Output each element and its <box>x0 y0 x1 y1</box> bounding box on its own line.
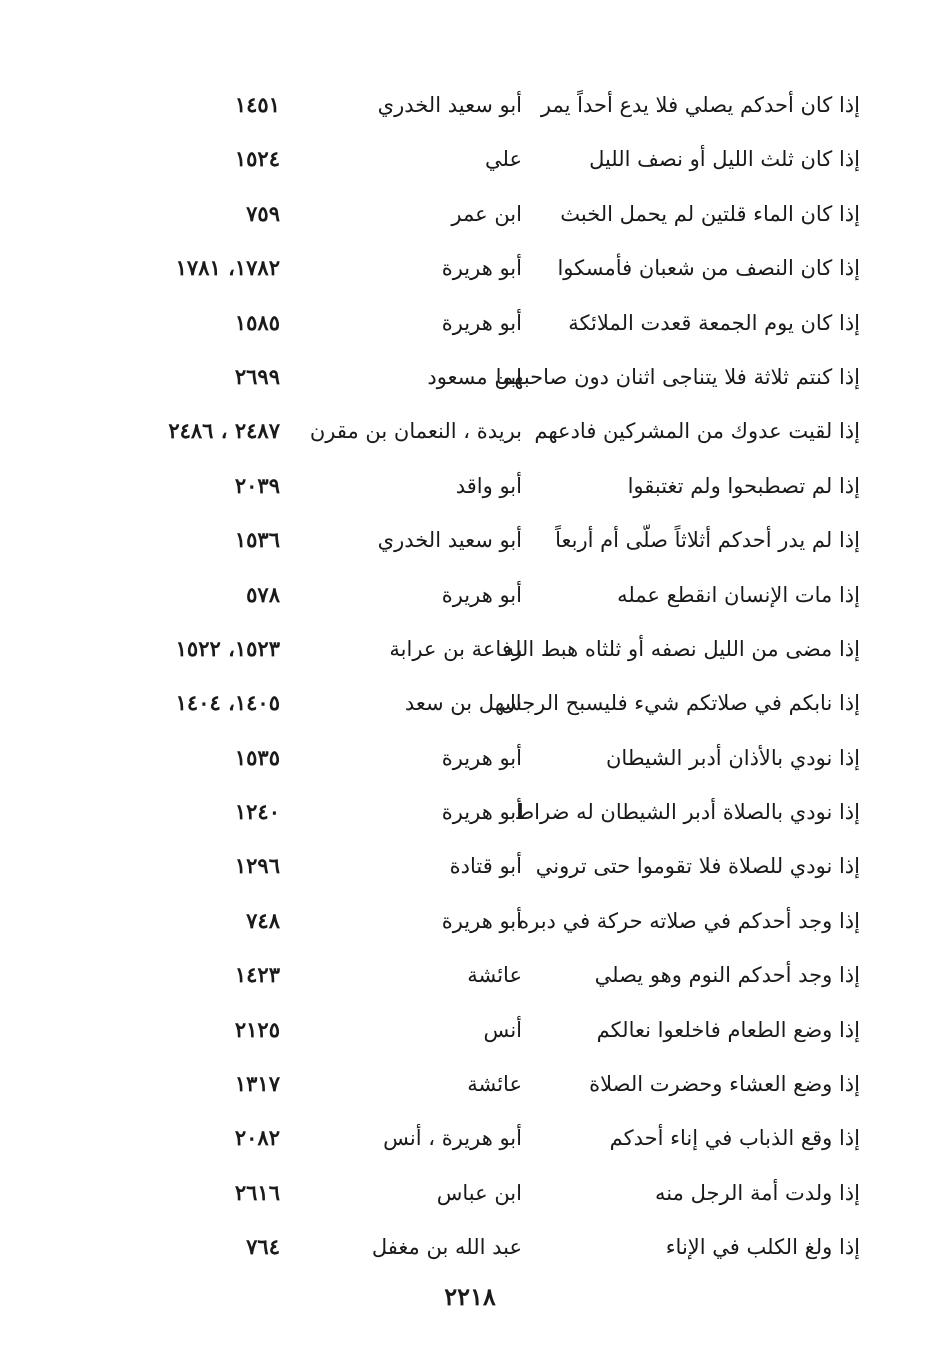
hadith-text: إذا كنتم ثلاثة فلا يتناجى اثنان دون صاحبهما <box>495 364 860 389</box>
hadith-reference-numbers: ١٤٠٥، ١٤٠٤ <box>175 690 280 716</box>
index-row <box>0 350 940 404</box>
index-row <box>0 894 940 948</box>
hadith-reference-numbers: ٧٥٩ <box>246 200 280 226</box>
index-row <box>0 948 940 1002</box>
narrator-name: بريدة ، النعمان بن مقرن <box>309 419 522 444</box>
index-row <box>0 676 940 730</box>
hadith-text: إذا وضع العشاء وحضرت الصلاة <box>589 1072 860 1097</box>
index-row <box>0 1057 940 1111</box>
hadith-reference-numbers: ١٧٨٢، ١٧٨١ <box>175 255 280 281</box>
hadith-text: إذا وضع الطعام فاخلعوا نعالكم <box>596 1017 860 1042</box>
index-row <box>0 785 940 839</box>
hadith-reference-numbers: ٢٤٨٧ ، ٢٤٨٦ <box>168 418 280 444</box>
hadith-reference-numbers: ٧٤٨ <box>246 907 280 933</box>
hadith-index-list <box>0 78 940 1275</box>
hadith-text: إذا كان يوم الجمعة قعدت الملائكة <box>568 310 860 335</box>
narrator-name: أبو هريرة <box>441 908 522 933</box>
hadith-text: إذا نودي بالصلاة أدبر الشيطان له ضراط <box>514 800 860 825</box>
hadith-reference-numbers: ١٢٤٠ <box>234 799 280 825</box>
hadith-reference-numbers: ٢٦١٦ <box>234 1179 280 1205</box>
hadith-reference-numbers: ٢٠٣٩ <box>234 472 280 498</box>
narrator-name: أبو هريرة ، أنس <box>383 1126 522 1151</box>
index-row <box>0 1220 940 1274</box>
narrator-name: أبو سعيد الخدري <box>377 528 522 553</box>
hadith-reference-numbers: ١٥٢٣، ١٥٢٢ <box>175 635 280 661</box>
hadith-text: إذا نودي للصلاة فلا تقوموا حتى تروني <box>535 854 860 879</box>
narrator-name: عائشة <box>467 1072 522 1097</box>
narrator-name: أبو قتادة <box>449 854 522 879</box>
narrator-name: علي <box>485 147 522 172</box>
hadith-text: إذا نابكم في صلاتكم شيء فليسبح الرجال <box>500 691 860 716</box>
index-row <box>0 568 940 622</box>
index-row <box>0 513 940 567</box>
hadith-text: إذا ولغ الكلب في الإناء <box>665 1235 860 1260</box>
hadith-reference-numbers: ١٥٣٥ <box>234 744 280 770</box>
hadith-text: إذا كان ثلث الليل أو نصف الليل <box>589 147 860 172</box>
narrator-name: ابن مسعود <box>427 364 522 389</box>
index-row <box>0 78 940 132</box>
narrator-name: أنس <box>483 1017 522 1042</box>
hadith-text: إذا وجد أحدكم النوم وهو يصلي <box>594 963 860 988</box>
hadith-text: إذا ولدت أمة الرجل منه <box>655 1180 860 1205</box>
index-row <box>0 132 940 186</box>
index-row <box>0 1111 940 1165</box>
hadith-reference-numbers: ١٤٥١ <box>234 92 280 117</box>
narrator-name: سهل بن سعد <box>404 691 522 716</box>
hadith-text: إذا لم تصطبحوا ولم تغتبقوا <box>627 473 860 498</box>
hadith-reference-numbers: ١٣١٧ <box>234 1071 280 1097</box>
index-row <box>0 622 940 676</box>
hadith-text: إذا وقع الذباب في إناء أحدكم <box>609 1126 860 1151</box>
narrator-name: ابن عمر <box>451 201 522 226</box>
hadith-reference-numbers: ٥٧٨ <box>246 581 280 607</box>
index-row <box>0 404 940 458</box>
hadith-text: إذا مات الإنسان انقطع عمله <box>617 582 860 607</box>
narrator-name: عائشة <box>467 963 522 988</box>
narrator-name: أبو هريرة <box>441 800 522 825</box>
index-row <box>0 1003 940 1057</box>
hadith-text: إذا لقيت عدوك من المشركين فادعهم <box>534 419 860 444</box>
narrator-name: أبو سعيد الخدري <box>377 93 522 117</box>
page-number: ٢٢١٨ <box>444 1282 496 1311</box>
index-row <box>0 459 940 513</box>
hadith-text: إذا لم يدر أحدكم أثلاثاً صلّى أم أربعاً <box>555 528 860 553</box>
index-row <box>0 296 940 350</box>
hadith-reference-numbers: ١٤٢٣ <box>234 962 280 988</box>
narrator-name: ابن عباس <box>436 1180 522 1205</box>
hadith-reference-numbers: ٢٠٨٢ <box>234 1125 280 1151</box>
hadith-reference-numbers: ٧٦٤ <box>246 1234 280 1260</box>
hadith-reference-numbers: ١٥٨٥ <box>234 309 280 335</box>
hadith-text: إذا نودي بالأذان أدبر الشيطان <box>606 745 860 770</box>
hadith-reference-numbers: ١٢٩٦ <box>234 853 280 879</box>
index-row <box>0 241 940 295</box>
narrator-name: رفاعة بن عرابة <box>389 636 522 661</box>
index-row <box>0 731 940 785</box>
narrator-name: أبو هريرة <box>441 256 522 281</box>
hadith-reference-numbers: ٢١٢٥ <box>234 1016 280 1042</box>
hadith-text: إذا كان الماء قلتين لم يحمل الخبث <box>560 201 860 226</box>
index-row <box>0 839 940 893</box>
index-row <box>0 187 940 241</box>
hadith-text: إذا كان أحدكم يصلي فلا يدع أحداً يمر <box>540 93 860 117</box>
hadith-text: إذا وجد أحدكم في صلاته حركة في دبره <box>518 908 860 933</box>
index-row <box>0 1166 940 1220</box>
narrator-name: أبو هريرة <box>441 745 522 770</box>
hadith-reference-numbers: ٢٦٩٩ <box>234 363 280 389</box>
narrator-name: أبو هريرة <box>441 310 522 335</box>
narrator-name: أبو هريرة <box>441 582 522 607</box>
hadith-reference-numbers: ١٥٢٤ <box>234 146 280 172</box>
narrator-name: أبو واقد <box>455 473 522 498</box>
narrator-name: عبد الله بن مغفل <box>371 1235 522 1260</box>
hadith-reference-numbers: ١٥٣٦ <box>234 527 280 553</box>
hadith-text: إذا مضى من الليل نصفه أو ثلثاه هبط الله <box>503 636 860 661</box>
hadith-text: إذا كان النصف من شعبان فأمسكوا <box>557 256 860 281</box>
